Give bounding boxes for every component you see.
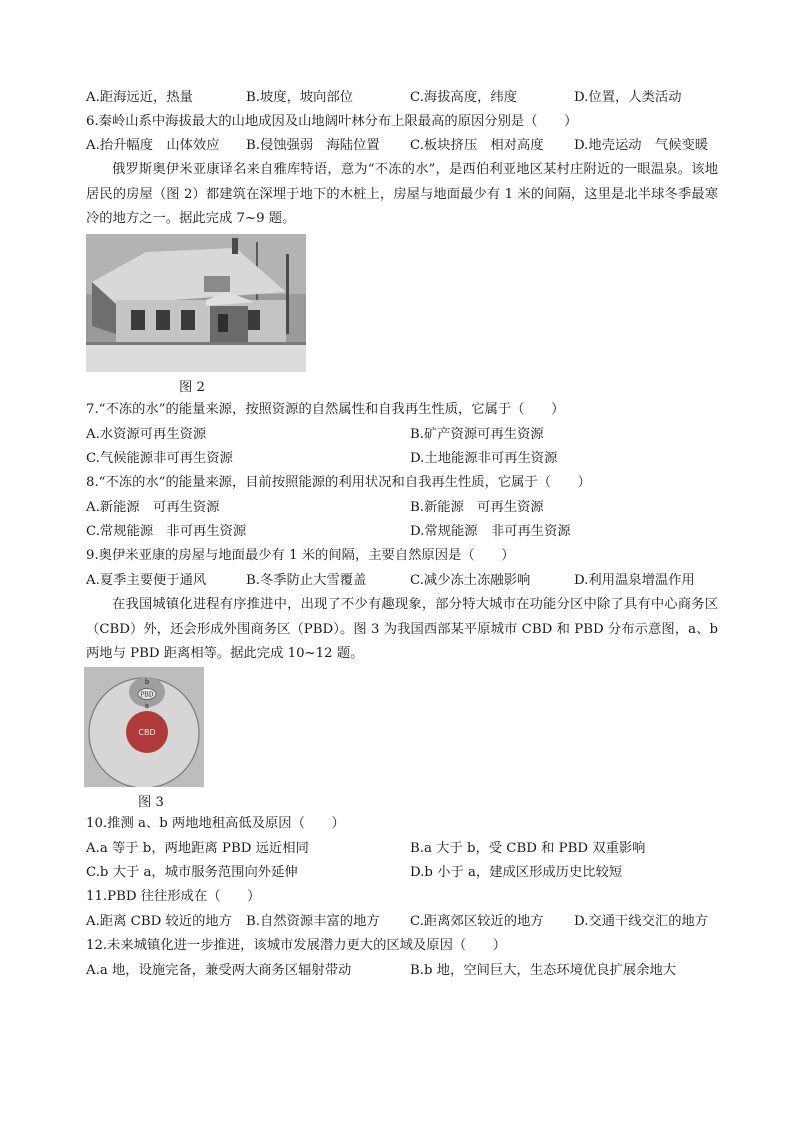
q11-option-c: C.距离郊区较近的地方 bbox=[410, 914, 544, 929]
label-cbd: CBD bbox=[138, 728, 156, 737]
passage-oymyakon: 俄罗斯奥伊米亚康译名来自雅库特语，意为“不冻的水”，是西伯利亚地区某村庄附近的一眼温泉。该地居民的房屋（图 2）都建筑在深埋于地下的木桩上，房屋与地面最少有 1 米的间隔，这里是北半球冬季最寒冷的地方之一。据此完成 7~9 题。 bbox=[86, 162, 718, 226]
figure-3-city-diagram bbox=[84, 667, 204, 787]
q7-option-b: B.矿产资源可再生资源 bbox=[410, 427, 544, 442]
q10-stem: 10.推测 a、b 两地地租高低及原因（ ） bbox=[86, 816, 345, 831]
q8-option-b: B.新能源 可再生资源 bbox=[410, 500, 544, 515]
q11-stem: 11.PBD 往往形成在（ ） bbox=[86, 889, 261, 904]
q8-option-d: D.常规能源 非可再生资源 bbox=[410, 524, 571, 539]
q9-option-c: C.减少冻土冻融影响 bbox=[410, 573, 531, 588]
q12-option-a: A.a 地，设施完备，兼受两大商务区辐射带动 bbox=[86, 963, 352, 978]
q8-option-c: C.常规能源 非可再生资源 bbox=[86, 524, 247, 539]
q11-option-b: B.自然资源丰富的地方 bbox=[246, 914, 380, 929]
figure-2-caption: 图 2 bbox=[179, 380, 205, 395]
q5-option-c: C.海拔高度，纬度 bbox=[410, 90, 518, 105]
q12-stem: 12.未来城镇化进一步推进，该城市发展潜力更大的区域及原因（ ） bbox=[86, 938, 507, 953]
q6-option-a: A.抬升幅度 山体效应 bbox=[86, 138, 220, 153]
q9-option-a: A.夏季主要便于通风 bbox=[86, 573, 207, 588]
label-b: b bbox=[144, 678, 150, 686]
q7-stem: 7.“不冻的水”的能量来源，按照资源的自然属性和自我再生性质，它属于（ ） bbox=[86, 402, 565, 417]
q10-option-a: A.a 等于 b，两地距离 PBD 远近相同 bbox=[86, 841, 309, 856]
q5-option-a: A.距海远近，热量 bbox=[86, 90, 193, 105]
label-pbd: PBD bbox=[140, 691, 154, 699]
q9-stem: 9.奥伊米亚康的房屋与地面最少有 1 米的间隔，主要自然原因是（ ） bbox=[86, 548, 515, 563]
q6-option-d: D.地壳运动 气候变暖 bbox=[574, 138, 709, 153]
q10-option-d: D.b 小于 a，建成区形成历史比较短 bbox=[410, 865, 623, 880]
q6-stem: 6.秦岭山系中海拔最大的山地成因及山地阔叶林分布上限最高的原因分别是（ ） bbox=[86, 114, 578, 129]
figure-2-house-photo bbox=[86, 234, 306, 372]
q12-option-b: B.b 地，空间巨大，生态环境优良扩展余地大 bbox=[410, 963, 677, 978]
figure-3-caption: 图 3 bbox=[138, 795, 164, 810]
q9-option-b: B.冬季防止大雪覆盖 bbox=[246, 573, 367, 588]
label-a: a bbox=[144, 702, 150, 710]
q11-option-a: A.距离 CBD 较近的地方 bbox=[86, 914, 232, 929]
q5-option-d: D.位置，人类活动 bbox=[574, 90, 682, 105]
q6-option-b: B.侵蚀强弱 海陆位置 bbox=[246, 138, 380, 153]
q11-option-d: D.交通干线交汇的地方 bbox=[574, 914, 709, 929]
q8-stem: 8.“不冻的水”的能量来源，目前按照能源的利用状况和自我再生性质，它属于（ ） bbox=[86, 475, 591, 490]
q5-option-b: B.坡度，坡向部位 bbox=[246, 90, 354, 105]
q6-option-c: C.板块挤压 相对高度 bbox=[410, 138, 544, 153]
passage-cbd-pbd: 在我国城镇化进程有序推进中，出现了不少有趣现象，部分特大城市在功能分区中除了具有中心商务区（CBD）外，还会形成外围商务区（PBD）。图 3 为我国西部某平原城市 CBD 和 PBD 分布示意图，a、b 两地与 PBD 距离相等。据此完成 10~12 题。 bbox=[86, 597, 718, 661]
q10-option-c: C.b 大于 a，城市服务范围向外延伸 bbox=[86, 865, 298, 880]
q10-option-b: B.a 大于 b，受 CBD 和 PBD 双重影响 bbox=[410, 841, 646, 856]
q7-option-d: D.土地能源非可再生资源 bbox=[410, 451, 558, 466]
q9-option-d: D.利用温泉增温作用 bbox=[574, 573, 695, 588]
q7-option-c: C.气候能源非可再生资源 bbox=[86, 451, 233, 466]
q8-option-a: A.新能源 可再生资源 bbox=[86, 500, 220, 515]
q7-option-a: A.水资源可再生资源 bbox=[86, 427, 207, 442]
